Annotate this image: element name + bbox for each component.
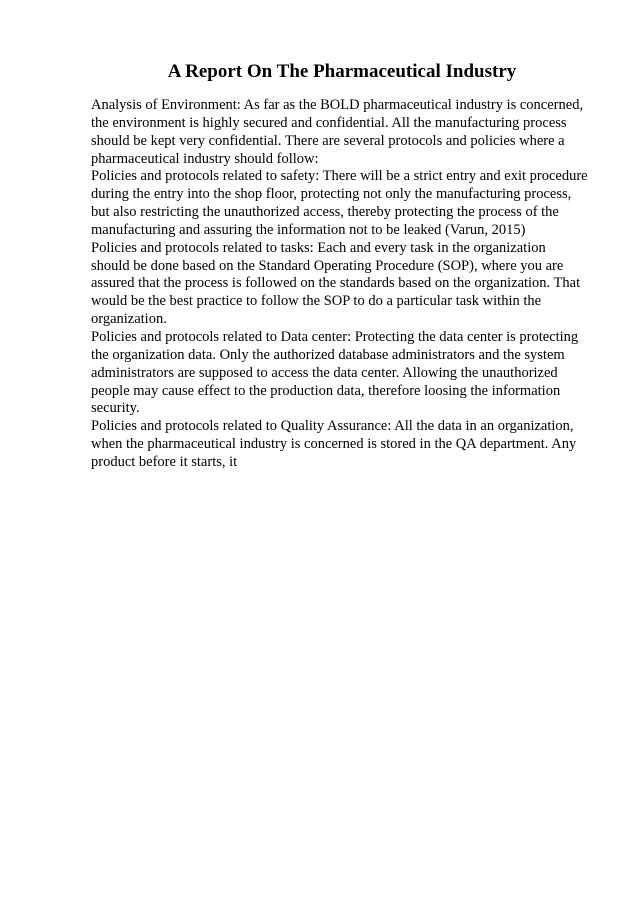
body-line: manufacturing and assuring the information not to be leaked (Varun, 2015) <box>91 221 526 238</box>
body-line: during the entry into the shop floor, protecting not only the manufacturing process, <box>91 186 572 203</box>
body-line: Analysis of Environment: As far as the BOLD pharmaceutical industry is concerned, <box>91 97 584 113</box>
body-line: product before it starts, it <box>91 453 238 470</box>
document-body <box>91 97 611 472</box>
body-line: pharmaceutical industry should follow: <box>91 150 319 167</box>
body-line: Policies and protocols related to tasks: Each and every task in the organization <box>91 239 546 256</box>
body-line: people may cause effect to the production data, therefore loosing the information <box>91 382 561 399</box>
body-line: organization. <box>91 311 167 328</box>
body-line: Policies and protocols related to Quality Assurance: All the data in an organization, <box>91 418 574 435</box>
body-line: when the pharmaceutical industry is concerned is stored in the QA department. Any <box>91 436 577 453</box>
body-line: the organization data. Only the authorized database administrators and the system <box>91 346 565 363</box>
body-line: should be kept very confidential. There are several protocols and policies where a <box>91 132 565 149</box>
body-line: assured that the process is followed on the standards based on the organization. That <box>91 275 581 292</box>
body-line: Policies and protocols related to safety: There will be a strict entry and exit procedure <box>91 168 588 185</box>
body-line: Policies and protocols related to Data center: Protecting the data center is protecting <box>91 328 579 345</box>
body-line: administrators are supposed to access the data center. Allowing the unauthorized <box>91 364 558 381</box>
body-line: the environment is highly secured and confidential. All the manufacturing process <box>91 114 567 131</box>
body-line: should be done based on the Standard Operating Procedure (SOP), where you are <box>91 257 564 274</box>
body-line: would be the best practice to follow the SOP to do a particular task within the <box>91 293 542 310</box>
body-line: security. <box>91 400 140 417</box>
document-title: A Report On The Pharmaceutical Industry <box>167 61 517 82</box>
body-line: but also restricting the unauthorized access, thereby protecting the process of the <box>91 204 559 221</box>
